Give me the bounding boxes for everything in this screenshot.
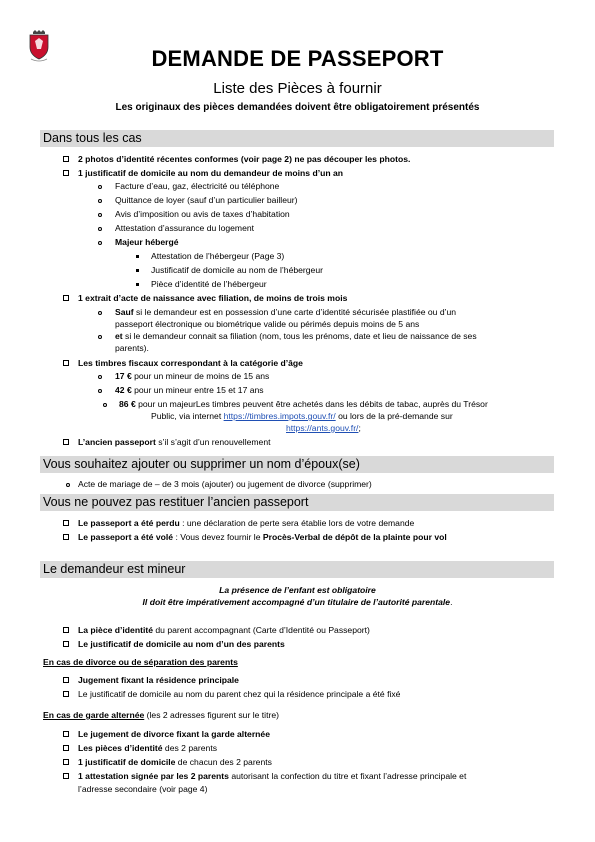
item-passeport-vole: Le passeport a été volé : Vous devez fournir le Procès-Verbal de dépôt de la plainte pour vol: [78, 532, 447, 542]
item-jugement-residence: Jugement fixant la résidence principale: [78, 675, 239, 685]
circle-bullet-icon: [98, 199, 102, 203]
checkbox-icon[interactable]: [63, 295, 69, 301]
square-bullet-icon: [136, 269, 139, 272]
item-domicile: 1 justificatif de domicile au nom du demandeur de moins d’un an: [78, 168, 344, 178]
item-piece-identite-parent: La pièce d’identité du parent accompagnant (Carte d’Identité ou Passeport): [78, 625, 370, 635]
list-item: Quittance de loyer (sauf d’un particulier bailleur): [115, 195, 298, 205]
list-item: Justificatif de domicile au nom de l’hébergeur: [151, 265, 323, 275]
item-pieces-parents: Les pièces d’identité des 2 parents: [78, 743, 218, 753]
accompagnement: Il doit être impérativement accompagné d’un titulaire de l’autorité parentale.: [142, 597, 453, 607]
section-header-nom-epoux: Vous souhaitez ajouter ou supprimer un nom d’époux(se): [40, 456, 554, 473]
heading-garde-alternee: En cas de garde alternée (les 2 adresses figurent sur le titre): [43, 710, 279, 720]
checkbox-icon[interactable]: [63, 534, 69, 540]
checkbox-icon[interactable]: [63, 731, 69, 737]
circle-bullet-icon: [98, 213, 102, 217]
checkbox-icon[interactable]: [63, 627, 69, 633]
item-timbre-86: 86 € pour un majeurLes timbres peuvent être achetés dans les débits de tabac, auprès du Trésor: [119, 399, 488, 409]
originals-note: Les originaux des pièces demandées doivent être obligatoirement présentés: [115, 102, 480, 113]
checkbox-icon[interactable]: [63, 773, 69, 779]
checkbox-icon[interactable]: [63, 156, 69, 162]
item-majeur-heberge: Majeur hébergé: [115, 237, 179, 247]
presence-enfant: La présence de l’enfant est obligatoire: [219, 585, 376, 595]
item-photos: 2 photos d’identité récentes conformes (voir page 2) ne pas découper les photos.: [78, 154, 411, 164]
checkbox-icon[interactable]: [63, 520, 69, 526]
item-justif-residence: Le justificatif de domicile au nom du parent chez qui la résidence principale a été fixé: [78, 689, 401, 699]
square-bullet-icon: [136, 255, 139, 258]
checkbox-icon[interactable]: [63, 677, 69, 683]
circle-bullet-icon: [66, 483, 70, 487]
item-timbre-86-cont2: https://ants.gouv.fr/;: [286, 423, 361, 433]
circle-bullet-icon: [98, 185, 102, 189]
square-bullet-icon: [136, 283, 139, 286]
checkbox-icon[interactable]: [63, 170, 69, 176]
link-ants[interactable]: https://ants.gouv.fr/: [286, 423, 359, 433]
list-item: Attestation d’assurance du logement: [115, 223, 255, 233]
list-item: Attestation de l’hébergeur (Page 3): [151, 251, 285, 261]
heading-divorce: En cas de divorce ou de séparation des parents: [43, 657, 238, 667]
checkbox-icon[interactable]: [63, 641, 69, 647]
item-attestation-parents: 1 attestation signée par les 2 parents autorisant la confection du titre et fixant l’adresse principale et: [78, 771, 467, 781]
section-header-ancien-passeport: Vous ne pouvez pas restituer l’ancien passeport: [40, 494, 554, 511]
item-jugement-garde: Le jugement de divorce fixant la garde alternée: [78, 729, 270, 739]
item-passeport-perdu: Le passeport a été perdu : une déclaration de perte sera établie lors de votre demande: [78, 518, 415, 528]
checkbox-icon[interactable]: [63, 759, 69, 765]
item-sauf: Sauf si le demandeur est en possession d’une carte d’identité sécurisée plastifiée ou d’un: [115, 307, 457, 317]
item-sauf-cont: passeport électronique ou biométrique valide ou périmés depuis moins de 5 ans: [115, 319, 420, 329]
item-timbre-42: 42 € pour un mineur entre 15 et 17 ans: [115, 385, 264, 395]
circle-bullet-icon: [98, 227, 102, 231]
circle-bullet-icon: [98, 241, 102, 245]
link-timbres-impots[interactable]: https://timbres.impots.gouv.fr/: [223, 411, 336, 421]
item-timbre-86-cont: Public, via internet https://timbres.impots.gouv.fr/ ou lors de la pré-demande sur: [151, 411, 453, 421]
item-et-cont: parents).: [115, 343, 149, 353]
item-ancien-passeport: L’ancien passeport s’il s’agit d’un renouvellement: [78, 437, 271, 447]
circle-bullet-icon: [98, 375, 102, 379]
list-item: Pièce d’identité de l’hébergeur: [151, 279, 267, 289]
item-acte-mariage: Acte de mariage de – de 3 mois (ajouter) ou jugement de divorce (supprimer): [78, 479, 372, 489]
item-attestation-cont: l’adresse secondaire (voir page 4): [78, 784, 208, 794]
checkbox-icon[interactable]: [63, 745, 69, 751]
item-et: et si le demandeur connait sa filiation (nom, tous les prénoms, date et lieu de naissance de ses: [115, 331, 477, 341]
section-header-mineur: Le demandeur est mineur: [40, 561, 554, 578]
circle-bullet-icon: [98, 335, 102, 339]
circle-bullet-icon: [103, 403, 107, 407]
item-acte-naissance: 1 extrait d’acte de naissance avec filiation, de moins de trois mois: [78, 293, 348, 303]
list-item: Avis d’imposition ou avis de taxes d’habitation: [115, 209, 290, 219]
checkbox-icon[interactable]: [63, 691, 69, 697]
item-timbre-17: 17 € pour un mineur de moins de 15 ans: [115, 371, 270, 381]
item-timbres: Les timbres fiscaux correspondant à la catégorie d’âge: [78, 358, 303, 368]
item-justif-parent: Le justificatif de domicile au nom d’un des parents: [78, 639, 285, 649]
section-header-all-cases: Dans tous les cas: [40, 130, 554, 147]
circle-bullet-icon: [98, 311, 102, 315]
list-item: Facture d’eau, gaz, électricité ou téléphone: [115, 181, 280, 191]
circle-bullet-icon: [98, 389, 102, 393]
item-justif-chacun: 1 justificatif de domicile de chacun des 2 parents: [78, 757, 272, 767]
checkbox-icon[interactable]: [63, 360, 69, 366]
page-subtitle: Liste des Pièces à fournir: [213, 80, 382, 97]
checkbox-icon[interactable]: [63, 439, 69, 445]
page-title: DEMANDE DE PASSEPORT: [151, 46, 444, 71]
